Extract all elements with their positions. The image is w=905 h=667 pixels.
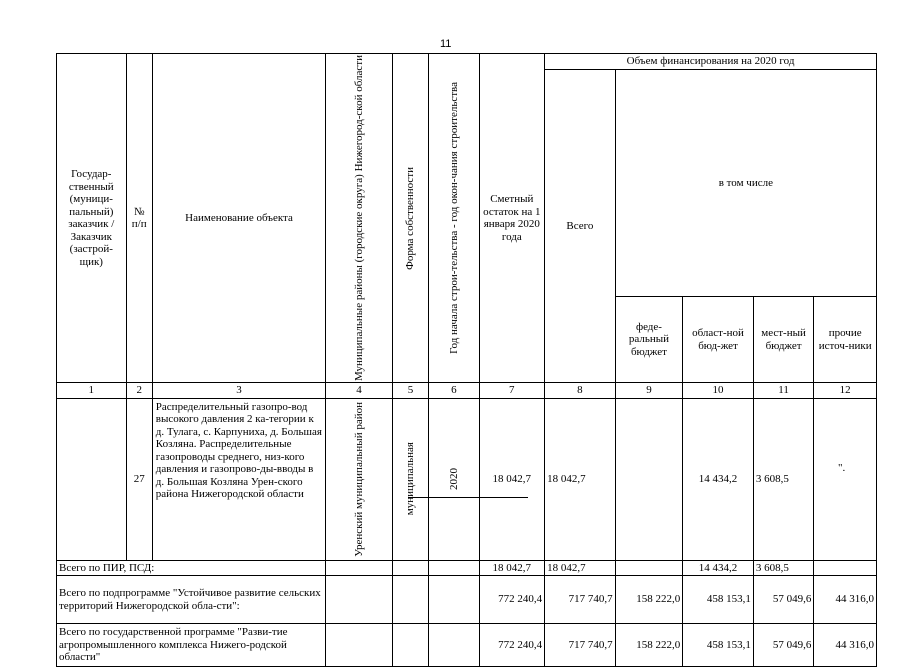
column-number: 4 — [326, 383, 393, 399]
total-label: Всего по подпрограмме "Устойчивое развитие сельских территорий Нижегородской обла-сти": — [57, 576, 326, 624]
total-row — [57, 624, 877, 667]
empty-cell — [429, 576, 479, 624]
total-label: Всего по государственной программе "Разви-тие агропромышленного комплекса Нижего-родской области" — [57, 624, 326, 667]
header-estimate: Сметный остаток на 1 января 2020 года — [479, 54, 545, 383]
total-federal — [615, 560, 683, 576]
header-total: Всего — [545, 70, 616, 383]
column-number: 1 — [57, 383, 127, 399]
empty-cell — [326, 576, 393, 624]
year: 2020 — [447, 468, 460, 490]
header-ownership-cell — [392, 54, 428, 383]
header-number: № п/п — [126, 54, 152, 383]
header-customer: Государ-ственный (муници-пальный) заказчик / Заказчик (застрой-щик) — [57, 54, 127, 383]
table-row — [57, 398, 877, 560]
column-number: 3 — [152, 383, 325, 399]
total-other: 44 316,0 — [814, 624, 877, 667]
federal-value — [615, 398, 683, 560]
total-other: 44 316,0 — [814, 576, 877, 624]
object-name: Распределительный газопро-вод высокого давления 2 ка-тегории к д. Тулага, с. Карпуниха, д. Большая Козляна. Распределительные газопроводы среднего, низ-кого давления и газопрово-ды-вводы в д. Большая Козляна Урен-ского района Нижегородской области — [152, 398, 325, 560]
header-funding-group: Объем финансирования на 2020 год — [545, 54, 877, 70]
column-number: 11 — [753, 383, 814, 399]
total-value: 18 042,7 — [545, 398, 616, 560]
column-numbers-row — [57, 383, 877, 399]
customer-cell — [57, 398, 127, 560]
header-years-cell — [429, 54, 479, 383]
total-estimate: 18 042,7 — [479, 560, 545, 576]
estimate-value: 18 042,7 — [479, 398, 545, 560]
empty-cell — [326, 624, 393, 667]
header-regional: област-ной бюд-жет — [683, 297, 754, 383]
total-federal: 158 222,0 — [615, 624, 683, 667]
total-federal: 158 222,0 — [615, 576, 683, 624]
empty-cell — [392, 560, 428, 576]
header-local: мест-ный бюджет — [753, 297, 814, 383]
year-cell — [429, 398, 479, 560]
total-regional: 458 153,1 — [683, 624, 754, 667]
total-sum: 717 740,7 — [545, 624, 616, 667]
header-including-group: в том числе — [615, 70, 876, 297]
ownership: муниципальная — [404, 442, 417, 516]
district: Уренский муниципальный район — [353, 401, 366, 557]
header-federal: феде-ральный бюджет — [615, 297, 683, 383]
empty-cell — [392, 576, 428, 624]
column-number: 10 — [683, 383, 754, 399]
separator-line — [408, 497, 528, 498]
total-row — [57, 576, 877, 624]
header-ownership: Форма собственности — [404, 166, 417, 270]
empty-cell — [429, 560, 479, 576]
total-sum: 717 740,7 — [545, 576, 616, 624]
empty-cell — [326, 560, 393, 576]
total-sum: 18 042,7 — [545, 560, 616, 576]
total-local: 57 049,6 — [753, 624, 814, 667]
total-local: 57 049,6 — [753, 576, 814, 624]
empty-cell — [392, 624, 428, 667]
closing-quote: ". — [838, 462, 846, 474]
column-number: 12 — [814, 383, 877, 399]
header-other: прочие источ-ники — [814, 297, 877, 383]
other-value — [814, 398, 877, 560]
total-other — [814, 560, 877, 576]
empty-cell — [429, 624, 479, 667]
column-number: 2 — [126, 383, 152, 399]
column-number: 7 — [479, 383, 545, 399]
total-estimate: 772 240,4 — [479, 576, 545, 624]
total-regional: 14 434,2 — [683, 560, 754, 576]
total-local: 3 608,5 — [753, 560, 814, 576]
ownership-cell — [392, 398, 428, 560]
header-years: Год начала строи-тельства - год окон-чания строительства — [447, 82, 460, 354]
total-label: Всего по ПИР, ПСД: — [57, 560, 326, 576]
header-object-name: Наименование объекта — [152, 54, 325, 383]
row-number: 27 — [126, 398, 152, 560]
column-number: 8 — [545, 383, 616, 399]
local-value: 3 608,5 — [753, 398, 814, 560]
column-number: 5 — [392, 383, 428, 399]
district-cell — [326, 398, 393, 560]
column-number: 9 — [615, 383, 683, 399]
page-number: 11 — [440, 38, 452, 50]
total-regional: 458 153,1 — [683, 576, 754, 624]
column-number: 6 — [429, 383, 479, 399]
header-districts-cell — [326, 54, 393, 383]
header-districts: Муниципальные районы (городские округа) Нижегород-ской области — [353, 55, 366, 381]
total-estimate: 772 240,4 — [479, 624, 545, 667]
financing-table — [56, 53, 877, 667]
regional-value: 14 434,2 — [683, 398, 754, 560]
total-row — [57, 560, 877, 576]
